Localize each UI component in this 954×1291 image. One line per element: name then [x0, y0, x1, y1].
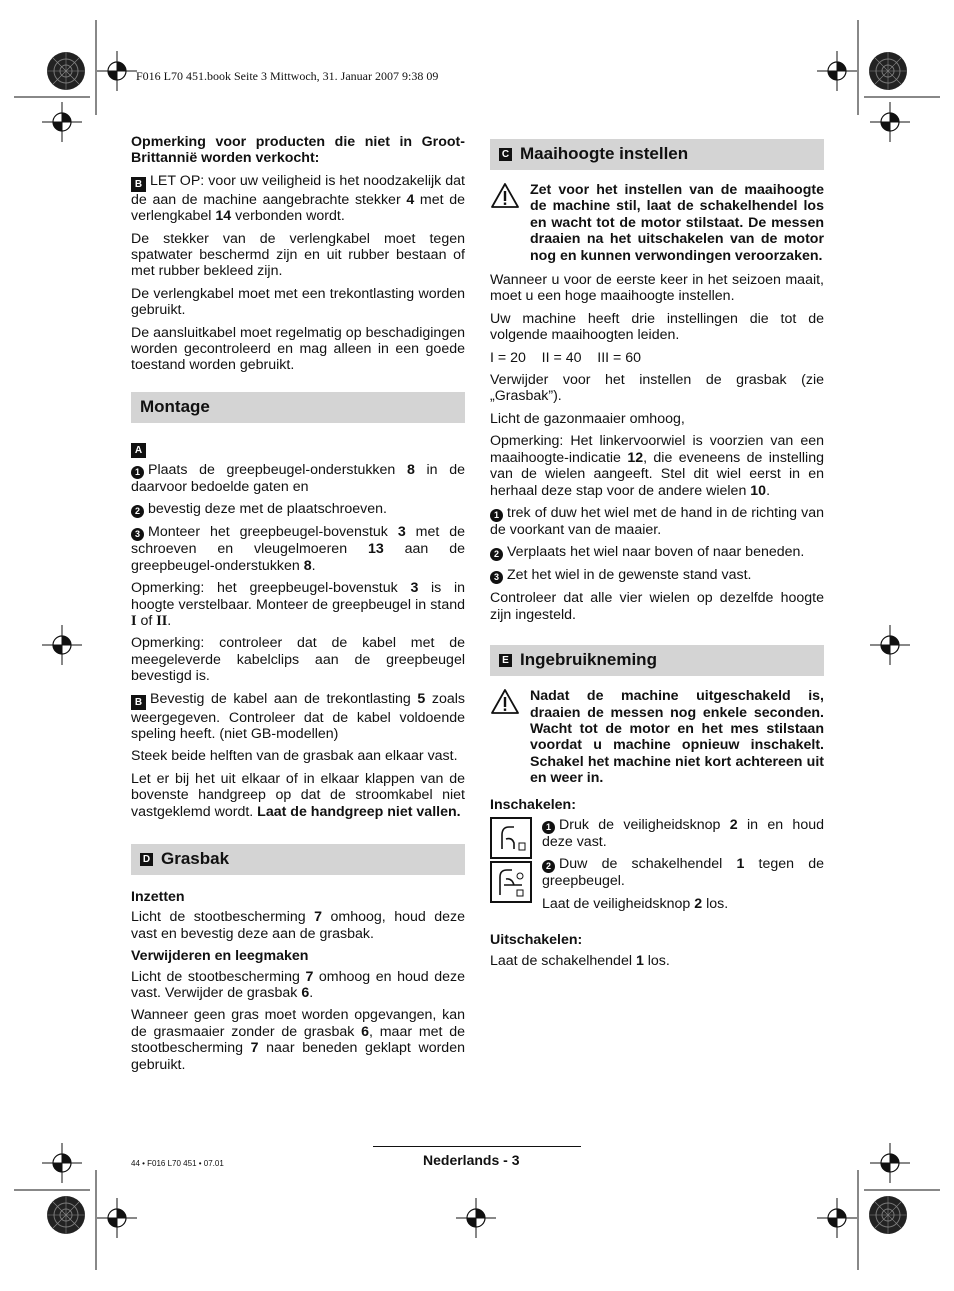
footer-rule	[373, 1146, 581, 1147]
step-number: 3	[131, 528, 144, 541]
step-number: 2	[131, 505, 144, 518]
figure-tag-b: B	[131, 177, 146, 192]
release-step: Laat de veiligheidsknop 2 los.	[542, 895, 729, 912]
paragraph: Licht de gazonmaaier omhoog,	[490, 410, 685, 427]
paragraph: De stekker van de verlengkabel moet tegen spatwater beschermd zijn en uit rubber bestaan of met rubber bekleed zijn.	[131, 230, 465, 280]
step-2: 2 bevestig deze met de plaatschroeven.	[131, 501, 465, 518]
right-column	[490, 139, 824, 975]
uk-note-p1: B LET OP: voor uw veiligheid is het noodzakelijk dat de aan de machine aangebrachte stekker 4 met de verlengkabel 14 verbonden wordt.	[131, 172, 465, 225]
figure-tag-e: E	[499, 654, 512, 667]
paragraph: Steek beide helften van de grasbak aan elkaar vast.	[131, 748, 458, 765]
subheading-verwijderen: Verwijderen en leegmaken	[131, 948, 309, 965]
step-1: 1 Druk de veiligheidsknop 2 in en houd deze vast.	[542, 816, 824, 850]
switch-illustration	[490, 817, 534, 918]
figure-tag-b: B	[131, 695, 146, 710]
hand-lever-icon	[490, 861, 532, 903]
step-3: 3 Monteer het greepbeugel-bovenstuk 3 met de schroeven en vleugelmoeren 13 aan de greepbeugel-onderstukken 8.	[131, 524, 465, 574]
step-number: 2	[490, 548, 503, 561]
figure-ref-a	[131, 439, 465, 458]
section-heading-ingebruikneming: E Ingebruikneming	[490, 645, 824, 676]
paragraph: Verwijder voor het instellen de grasbak (zie „Grasbak”).	[490, 372, 824, 405]
paragraph: Let er bij het uit elkaar of in elkaar klappen van de bovenste handgreep op dat de stroomkabel niet vastgeklemd wordt. Laat de handgreep niet vallen.	[131, 770, 465, 820]
paragraph: Licht de stootbescherming 7 omhoog en houd deze vast. Verwijder de grasbak 6.	[131, 968, 465, 1001]
left-column	[131, 134, 465, 1079]
step-1: 1 trek of duw het wiel met de hand in de richting van de voorkant van de maaier.	[490, 504, 824, 538]
paragraph: Wanneer geen gras moet worden opgevangen, kan de grasmaaier zonder de grasbak 6, maar met de stootbescherming 7 naar beneden geklapt worden gebruikt.	[131, 1007, 466, 1073]
section-heading-montage: Montage	[131, 392, 465, 423]
paragraph: De verlengkabel moet met een trekontlasting worden gebruikt.	[131, 285, 465, 319]
section-heading-grasbak: D Grasbak	[131, 844, 465, 875]
paragraph: Uw machine heeft drie instellingen die tot de volgende maaihoogten leiden.	[490, 310, 824, 344]
figure-tag-d: D	[140, 853, 153, 866]
paragraph: Laat de schakelhendel 1 los.	[490, 952, 670, 969]
step-2: 2 Duw de schakelhendel 1 tegen de greepbeugel.	[542, 856, 824, 890]
note-2: Opmerking: controleer dat de kabel met de meegeleverde kabelclips aan de greepbeugel bevestigd is.	[131, 635, 465, 685]
step-number: 3	[490, 571, 503, 584]
step-number: 1	[542, 821, 555, 834]
step-number: 1	[490, 509, 503, 522]
step-3: 3 Zet het wiel in de gewenste stand vast.	[490, 567, 824, 584]
footer-code: 44 • F016 L70 451 • 07.01	[131, 1159, 224, 1168]
step-number: 2	[542, 860, 555, 873]
switch-on-steps	[542, 817, 824, 918]
warning-block	[490, 182, 824, 264]
paragraph-cable: B Bevestig de kabel aan de trekontlasting 5 zoals weergegeven. Controleer dat de kabel voldoende speling heeft. (niet GB-modellen)	[131, 690, 465, 742]
section-heading-maaihoogte: C Maaihoogte instellen	[490, 139, 824, 170]
file-header: F016 L70 451.book Seite 3 Mittwoch, 31. Januar 2007 9:38 09	[136, 69, 439, 83]
warning-icon	[490, 182, 530, 264]
uk-note-title: Opmerking voor producten die niet in Groot-Brittannië worden verkocht:	[131, 134, 465, 167]
paragraph: Licht de stootbescherming 7 omhoog, houd deze vast en bevestig deze aan de grasbak.	[131, 909, 465, 942]
figure-tag-c: C	[499, 148, 512, 161]
warning-text: Nadat de machine uitgeschakeld is, draaien de messen nog enkele seconden. Wacht tot de motor en het mes stilstaan voordat u machine opnieuw inschakelt. Schakel het machine niet kort achtereen uit en weer in.	[530, 688, 824, 787]
paragraph: Wanneer u voor de eerste keer in het seizoen maait, moet u een hoge maaihoogte instellen.	[490, 272, 824, 305]
paragraph: Controleer dat alle vier wielen op dezelfde hoogte zijn ingesteld.	[490, 590, 824, 623]
switch-on-block	[490, 817, 824, 918]
paragraph: De aansluitkabel moet regelmatig op beschadigingen worden gecontroleerd en mag alleen in een goede toestand worden gebruikt.	[131, 324, 465, 374]
figure-tag-a: A	[131, 443, 146, 458]
warning-block	[490, 688, 824, 786]
subheading-inschakelen: Inschakelen:	[490, 796, 576, 813]
height-values: I = 20 II = 40 III = 60	[490, 349, 642, 366]
step-number: 1	[131, 466, 144, 479]
paragraph: Opmerking: Het linkervoorwiel is voorzien van een maaihoogte-indicatie 12, die eveneens de instelling van de wielen aangeeft. Stel dit wiel eerst in en herhaal deze stap voor de andere wielen 10.	[490, 433, 824, 499]
step-1: 1 Plaats de greepbeugel-onderstukken 8 in de daarvoor bedoelde gaten en	[131, 461, 465, 495]
hand-button-icon	[490, 817, 532, 859]
step-2: 2 Verplaats het wiel naar boven of naar beneden.	[490, 544, 824, 561]
note-1: Opmerking: het greepbeugel-bovenstuk 3 is in hoogte verstelbaar. Monteer de greepbeugel in stand I of II.	[131, 580, 466, 629]
subheading-uitschakelen: Uitschakelen:	[490, 932, 583, 949]
warning-text: Zet voor het instellen van de maaihoogte de machine stil, laat de schakelhendel los en wacht tot de motor stilstaat. De messen draaien na het uitschakelen van de motor nog en kunnen verwondingen veroorzaken.	[530, 182, 824, 264]
subheading-inzetten: Inzetten	[131, 888, 185, 905]
page-number: Nederlands - 3	[423, 1152, 520, 1168]
warning-icon	[490, 688, 530, 786]
